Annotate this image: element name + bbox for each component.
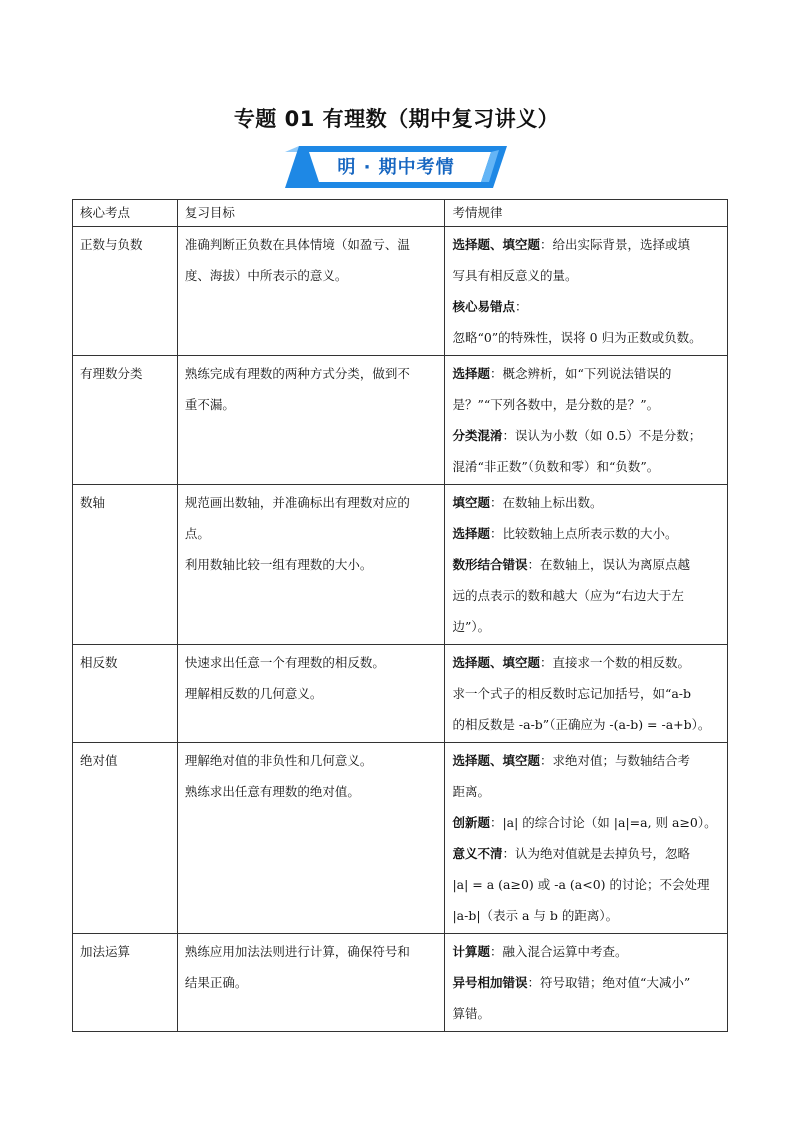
pattern-line bbox=[452, 420, 720, 451]
pattern-text: |a-b|（表示 a 与 b 的距离）。 bbox=[452, 908, 619, 923]
pattern-keyword: 选择题、填空题 bbox=[452, 237, 540, 252]
pattern-line bbox=[452, 745, 720, 776]
pattern-line bbox=[452, 709, 720, 740]
page-title: 专题 01 有理数（期中复习讲义） bbox=[233, 107, 560, 131]
header-goals: 复习目标 bbox=[177, 200, 445, 227]
pattern-keyword: 选择题、填空题 bbox=[452, 655, 540, 670]
pattern-line bbox=[452, 936, 720, 967]
goal-line: 熟练求出任意有理数的绝对值。 bbox=[184, 784, 360, 799]
pattern-keyword: 数形结合错误 bbox=[452, 557, 528, 572]
table-row bbox=[73, 485, 728, 645]
pattern-text: ：比较数轴上点所表示数的大小。 bbox=[489, 526, 678, 541]
pattern-text: ：误认为小数（如 0.5）不是分数； bbox=[502, 428, 702, 443]
pattern-keyword: 填空题 bbox=[452, 495, 490, 510]
pattern-line bbox=[452, 647, 720, 678]
goal-line: 快速求出任意一个有理数的相反数。 bbox=[184, 655, 385, 670]
table-row bbox=[73, 645, 728, 743]
pattern-text: ：给出实际背景，选择或填 bbox=[539, 237, 690, 252]
pattern-line bbox=[452, 580, 720, 611]
pattern-line bbox=[452, 776, 720, 807]
pattern-text: ： bbox=[514, 299, 528, 314]
pattern-line bbox=[452, 229, 720, 260]
goal-line: 规范画出数轴，并准确标出有理数对应的 bbox=[184, 495, 410, 510]
pattern-text: ：概念辨析，如“下列说法错误的 bbox=[489, 366, 672, 381]
header-patterns: 考情规律 bbox=[445, 200, 728, 227]
goal-line: 准确判断正负数在具体情境（如盈亏、温 bbox=[184, 237, 410, 252]
goal-line: 熟练完成有理数的两种方式分类，做到不 bbox=[184, 366, 410, 381]
goal-line: 利用数轴比较一组有理数的大小。 bbox=[184, 557, 373, 572]
cell-patterns bbox=[445, 645, 728, 743]
pattern-text: 距离。 bbox=[452, 784, 490, 799]
goal-line: 重不漏。 bbox=[184, 397, 235, 412]
cell-topic: 有理数分类 bbox=[73, 356, 178, 485]
table-row bbox=[73, 356, 728, 485]
goal-line: 点。 bbox=[184, 526, 210, 541]
pattern-text: 边”）。 bbox=[452, 619, 491, 634]
pattern-keyword: 选择题 bbox=[452, 526, 490, 541]
cell-patterns bbox=[445, 934, 728, 1032]
table-row bbox=[73, 227, 728, 356]
cell-patterns bbox=[445, 356, 728, 485]
banner-title: 明 · 期中考情 bbox=[337, 157, 455, 178]
cell-goals bbox=[177, 743, 445, 934]
pattern-text: ：符号取错；绝对值“大减小” bbox=[527, 975, 691, 990]
cell-goals bbox=[177, 356, 445, 485]
cell-patterns bbox=[445, 227, 728, 356]
header-topic: 核心考点 bbox=[73, 200, 178, 227]
pattern-text: 忽略“0”的特殊性，误将 0 归为正数或负数。 bbox=[452, 330, 702, 345]
pattern-line bbox=[452, 869, 720, 900]
pattern-line bbox=[452, 322, 720, 353]
pattern-text: ：融入混合运算中考查。 bbox=[489, 944, 628, 959]
pattern-text: 求一个式子的相反数时忘记加括号，如“a-b bbox=[452, 686, 692, 701]
section-banner bbox=[285, 146, 507, 188]
cell-goals bbox=[177, 485, 445, 645]
goal-line: 理解相反数的几何意义。 bbox=[184, 686, 323, 701]
goal-line: 熟练应用加法法则进行计算，确保符号和 bbox=[184, 944, 410, 959]
pattern-text: 是？”“下列各数中，是分数的是？”。 bbox=[452, 397, 660, 412]
pattern-line bbox=[452, 518, 720, 549]
pattern-text: ：在数轴上标出数。 bbox=[489, 495, 603, 510]
pattern-keyword: 核心易错点 bbox=[452, 299, 515, 314]
table-row bbox=[73, 743, 728, 934]
cell-topic: 数轴 bbox=[73, 485, 178, 645]
pattern-line bbox=[452, 260, 720, 291]
cell-topic: 加法运算 bbox=[73, 934, 178, 1032]
pattern-line bbox=[452, 611, 720, 642]
cell-patterns bbox=[445, 743, 728, 934]
pattern-text: ：求绝对值；与数轴结合考 bbox=[539, 753, 690, 768]
pattern-line bbox=[452, 291, 720, 322]
cell-goals bbox=[177, 227, 445, 356]
cell-topic: 绝对值 bbox=[73, 743, 178, 934]
cell-topic: 相反数 bbox=[73, 645, 178, 743]
cell-goals bbox=[177, 934, 445, 1032]
pattern-keyword: 异号相加错误 bbox=[452, 975, 528, 990]
goal-line: 理解绝对值的非负性和几何意义。 bbox=[184, 753, 373, 768]
pattern-text: 混淆“非正数”（负数和零）和“负数”。 bbox=[452, 459, 660, 474]
pattern-line bbox=[452, 451, 720, 482]
pattern-keyword: 计算题 bbox=[452, 944, 490, 959]
pattern-line bbox=[452, 487, 720, 518]
cell-topic: 正数与负数 bbox=[73, 227, 178, 356]
pattern-line bbox=[452, 998, 720, 1029]
pattern-keyword: 创新题 bbox=[452, 815, 490, 830]
pattern-line bbox=[452, 549, 720, 580]
pattern-text: ：直接求一个数的相反数。 bbox=[539, 655, 690, 670]
pattern-text: 算错。 bbox=[452, 1006, 490, 1021]
goal-line: 结果正确。 bbox=[184, 975, 248, 990]
pattern-text: ：|a| 的综合讨论（如 |a|=a, 则 a≥0）。 bbox=[489, 815, 717, 830]
pattern-text: ：认为绝对值就是去掉负号，忽略 bbox=[502, 846, 690, 861]
pattern-text: 的相反数是 -a-b”（正确应为 -(a-b) = -a+b）。 bbox=[452, 717, 711, 732]
pattern-line bbox=[452, 838, 720, 869]
pattern-text: ：在数轴上，误认为离原点越 bbox=[527, 557, 690, 572]
pattern-keyword: 分类混淆 bbox=[452, 428, 503, 443]
pattern-text: |a| = a (a≥0) 或 -a (a<0) 的讨论；不会处理 bbox=[452, 877, 710, 892]
table-header-row bbox=[73, 200, 728, 227]
pattern-keyword: 选择题 bbox=[452, 366, 490, 381]
pattern-line bbox=[452, 967, 720, 998]
cell-patterns bbox=[445, 485, 728, 645]
pattern-keyword: 意义不清 bbox=[452, 846, 503, 861]
pattern-keyword: 选择题、填空题 bbox=[452, 753, 540, 768]
pattern-line bbox=[452, 807, 720, 838]
cell-goals bbox=[177, 645, 445, 743]
pattern-line bbox=[452, 389, 720, 420]
goal-line: 度、海拔）中所表示的意义。 bbox=[184, 268, 348, 283]
table-row bbox=[73, 934, 728, 1032]
exam-analysis-table bbox=[72, 199, 728, 1032]
pattern-line bbox=[452, 358, 720, 389]
pattern-text: 远的点表示的数和越大（应为“右边大于左 bbox=[452, 588, 684, 603]
pattern-text: 写具有相反意义的量。 bbox=[452, 268, 578, 283]
pattern-line bbox=[452, 678, 720, 709]
pattern-line bbox=[452, 900, 720, 931]
